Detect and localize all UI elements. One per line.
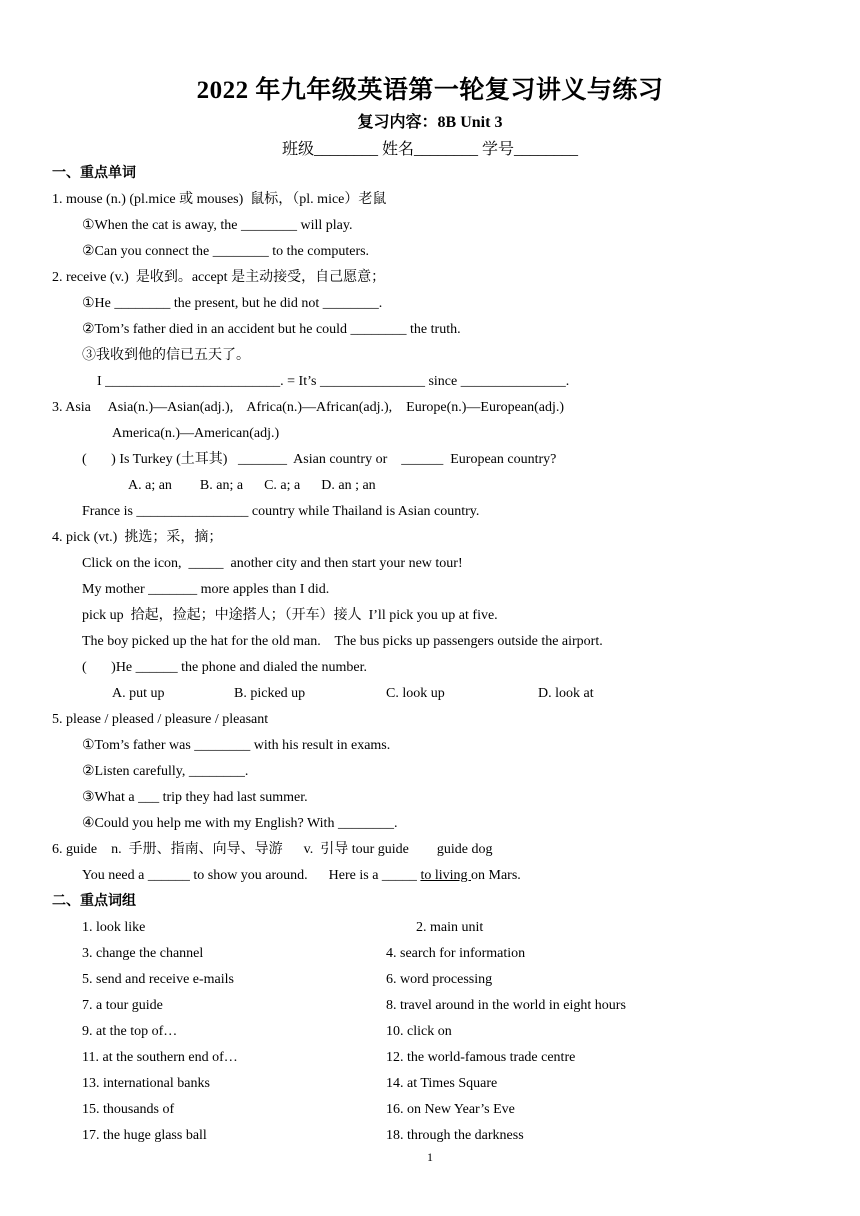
vocab-line: pick up 拾起，捡起；中途搭人；（开车）接人 I’ll pick you up at five. [82, 608, 498, 623]
phrase-item: 17. the huge glass ball [82, 1128, 207, 1143]
phrase-item: 6. word processing [386, 972, 493, 987]
option-a: A. put up [112, 686, 165, 701]
page-title: 2022 年九年级英语第一轮复习讲义与练习 [196, 77, 664, 104]
vocab-line: 1. mouse (n.) (pl.mice 或 mouses) 鼠标，（pl. mice）老鼠 [52, 192, 387, 207]
vocab-line: ①He ________ the present, but he did not ________. [82, 296, 383, 311]
phrase-item: 18. through the darkness [386, 1128, 524, 1143]
vocab-line: 3. Asia Asia(n.)—Asian(adj.), Africa(n.)—African(adj.), Europe(n.)—European(adj.) [52, 400, 564, 415]
vocab-line: ( ) Is Turkey (土耳其) _______ Asian country or ______ European country? [82, 452, 557, 467]
vocab-line: ②Tom’s father died in an accident but he could ________ the truth. [82, 322, 461, 337]
vocab-line: A. a; an B. an; a C. a; a D. an ; an [128, 478, 376, 493]
option-c: C. look up [386, 686, 445, 701]
section-heading-key-phrases: 二、重点词组 [52, 894, 136, 909]
phrase-item: 11. at the southern end of… [82, 1050, 238, 1065]
vocab-line: 6. guide n. 手册、指南、向导、导游 v. 引导 tour guide guide dog [52, 842, 493, 857]
vocab-line: ③What a ___ trip they had last summer. [82, 790, 308, 805]
vocab-line: France is ________________ country while Thailand is Asian country. [82, 504, 480, 519]
phrase-item: 3. change the channel [82, 946, 204, 961]
vocab-line: 5. please / pleased / pleasure / pleasant [52, 712, 269, 727]
section-heading-key-words: 一、重点单词 [52, 166, 136, 181]
phrase-item: 4. search for information [386, 946, 526, 961]
phrase-item: 5. send and receive e-mails [82, 972, 234, 987]
guide-example-part1: You need a ______ to show you around. Here is a _____ [82, 868, 421, 883]
vocab-line: Click on the icon, _____ another city and then start your new tour! [82, 556, 463, 571]
vocab-line: ②Listen carefully, ________. [82, 764, 249, 779]
vocab-line: ( )He ______ the phone and dialed the number. [82, 660, 367, 675]
phrase-item: 2. main unit [416, 920, 484, 935]
option-d: D. look at [538, 686, 594, 701]
vocab-line: 2. receive (v.) 是收到。accept 是主动接受，自己愿意； [52, 270, 386, 285]
vocab-line: ①Tom’s father was ________ with his result in exams. [82, 738, 391, 753]
phrase-item: 16. on New Year’s Eve [386, 1102, 515, 1117]
vocab-line: America(n.)—American(adj.) [112, 426, 280, 441]
phrase-item: 14. at Times Square [386, 1076, 498, 1091]
phrase-item: 15. thousands of [82, 1102, 175, 1117]
vocab-line-guide-example [82, 867, 521, 885]
page-number: 1 [427, 1150, 433, 1164]
vocab-line: ②Can you connect the ________ to the computers. [82, 244, 370, 259]
phrase-item: 1. look like [82, 920, 146, 935]
vocab-line: 4. pick (vt.) 挑选；采，摘； [52, 530, 223, 545]
option-b: B. picked up [234, 686, 306, 701]
guide-example-part2: on Mars. [471, 868, 521, 883]
phrase-item: 12. the world-famous trade centre [386, 1050, 576, 1065]
phrase-item: 10. click on [386, 1024, 452, 1039]
phrase-item: 9. at the top of… [82, 1024, 178, 1039]
vocab-line: The boy picked up the hat for the old man. The bus picks up passengers outside the airport. [82, 634, 603, 649]
phrase-item: 8. travel around in the world in eight hours [386, 998, 626, 1013]
vocab-line: I _________________________. = It’s _______________ since _______________. [97, 374, 570, 389]
vocab-line: My mother _______ more apples than I did. [82, 582, 330, 597]
guide-example-underlined: to living [420, 868, 471, 883]
vocab-line: ③我收到他的信已五天了。 [82, 348, 250, 363]
page-subtitle: 复习内容：8B Unit 3 [357, 114, 503, 131]
phrase-item: 7. a tour guide [82, 998, 163, 1013]
vocab-line: ④Could you help me with my English? With ________. [82, 816, 398, 831]
class-name-number-line: 班级________ 姓名________ 学号________ [281, 141, 578, 158]
vocab-line: ①When the cat is away, the ________ will play. [82, 218, 353, 233]
phrase-item: 13. international banks [82, 1076, 210, 1091]
